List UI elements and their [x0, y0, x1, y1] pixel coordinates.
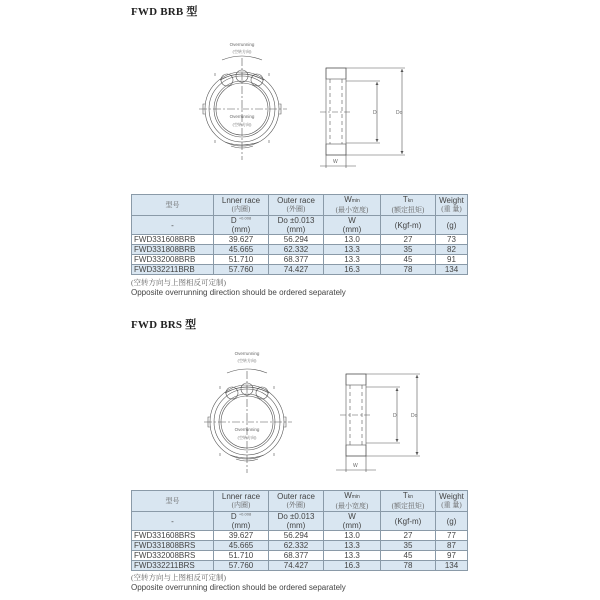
table-row: FWD332211BRS 57.760 74.427 16.3 78 134: [132, 561, 468, 571]
bearing-front-view-drawing-brs: [195, 343, 305, 478]
unit-model: -: [132, 512, 214, 531]
overrunning-label-center: Overrunning: [229, 114, 255, 119]
unit-inner-race: D $^{+0.008}$ (mm): [214, 512, 269, 531]
header-inner-race: Lnner race (内圈): [214, 491, 269, 512]
unit-outer-race: Do ±0.013 (mm): [269, 216, 324, 235]
table-row: FWD332008BRB 51.710 68.377 13.3 45 91: [132, 255, 468, 265]
header-model: 型号: [132, 195, 214, 216]
table-row: FWD331608BRB 39.627 56.294 13.0 27 73: [132, 235, 468, 245]
header-wmin: Wmin (最小宽度): [324, 491, 381, 512]
unit-outer-race: Do ±0.013 (mm): [269, 512, 324, 531]
section-title-brs: FWD BRS 型: [131, 319, 197, 331]
unit-model: -: [132, 216, 214, 235]
unit-weight: (g): [436, 512, 468, 531]
unit-tkn: (Kgf-m): [381, 512, 436, 531]
dim-label-outer-do: Do: [396, 110, 403, 116]
unit-tkn: (Kgf-m): [381, 216, 436, 235]
note-cn: (空转方向与上图相反可定制): [131, 278, 226, 287]
dim-label-outer-do: Do: [411, 413, 418, 419]
header-tkn: Tkn (额定扭矩): [381, 491, 436, 512]
header-tkn: Tkn (额定扭矩): [381, 195, 436, 216]
overrunning-label-top: Overrunning: [229, 42, 255, 47]
bearing-side-view-drawing-brb: [320, 60, 420, 170]
section-title-brb: FWD BRB 型: [131, 6, 198, 18]
dim-label-inner-d: D: [373, 110, 377, 116]
table-row: FWD331608BRS 39.627 56.294 13.0 27 77: [132, 531, 468, 541]
overrunning-label-top: Overrunning: [234, 351, 260, 356]
header-inner-race: Lnner race (内圈): [214, 195, 269, 216]
unit-inner-race: D $^{+0.008}$ (mm): [214, 216, 269, 235]
note-cn: (空转方向与上图相反可定制): [131, 573, 226, 582]
overrunning-label-top-cn: (空转方向): [237, 358, 257, 363]
table-row: FWD331808BRS 45.665 62.332 13.3 35 87: [132, 541, 468, 551]
dim-label-inner-d: D: [393, 413, 397, 419]
overrunning-label-center: Overrunning: [234, 427, 260, 432]
dim-label-width-w: W: [353, 463, 358, 469]
note-en: Opposite overrunning direction should be ordered separately: [131, 288, 346, 297]
dim-label-width-w: W: [333, 159, 338, 165]
note-brs: [131, 573, 346, 593]
unit-weight: (g): [436, 216, 468, 235]
bearing-front-view-drawing-brb: [195, 30, 305, 165]
note-en: Opposite overrunning direction should be ordered separately: [131, 583, 346, 592]
unit-wmin: W (mm): [324, 216, 381, 235]
bearing-side-view-drawing-brs: [330, 368, 430, 478]
overrunning-label-center-cn: (空转方向): [232, 122, 252, 127]
header-model: 型号: [132, 491, 214, 512]
header-outer-race: Outer race (外圈): [269, 195, 324, 216]
table-row: FWD332211BRB 57.760 74.427 16.3 78 134: [132, 265, 468, 275]
table-row: FWD331808BRB 45.665 62.332 13.3 35 82: [132, 245, 468, 255]
overrunning-label-center-cn: (空转方向): [237, 435, 257, 440]
unit-wmin: W (mm): [324, 512, 381, 531]
header-outer-race: Outer race (外圈): [269, 491, 324, 512]
spec-table-brb: [131, 194, 468, 275]
table-row: FWD332008BRS 51.710 68.377 13.3 45 97: [132, 551, 468, 561]
header-weight: Weight (重 量): [436, 491, 468, 512]
overrunning-label-top-cn: (空转方向): [232, 49, 252, 54]
note-brb: [131, 278, 346, 298]
header-wmin: Wmin (最小宽度): [324, 195, 381, 216]
header-weight: Weight (重 量): [436, 195, 468, 216]
spec-table-brs: [131, 490, 468, 571]
